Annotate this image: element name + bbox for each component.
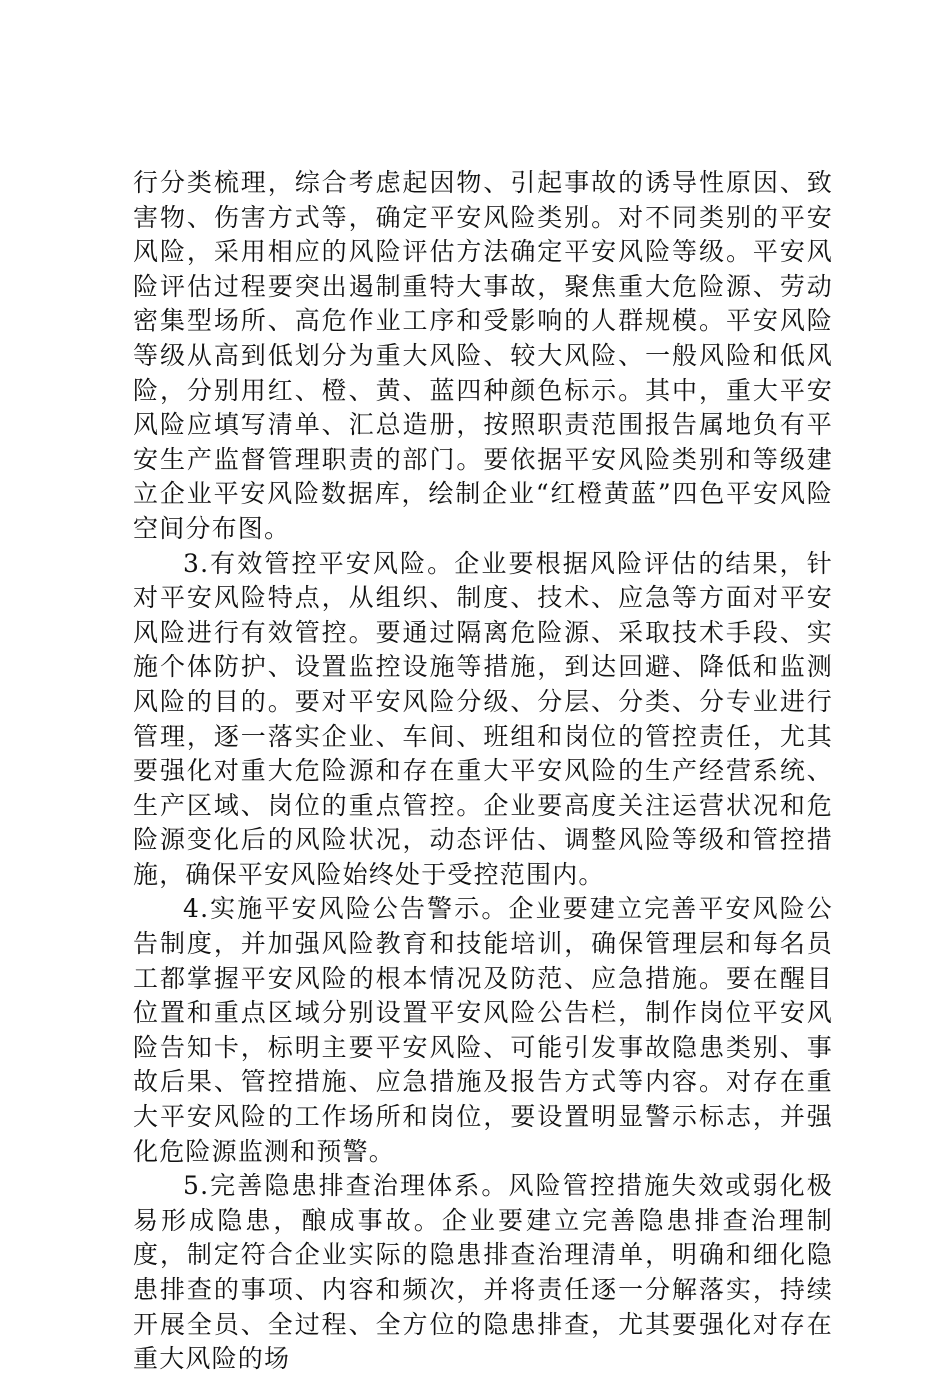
document-body	[133, 166, 833, 1377]
paragraph-5-hazard-investigation: 5.完善隐患排查治理体系。风险管控措施失效或弱化极易形成隐患，酿成事故。企业要建立完善隐患排查治理制度，制定符合企业实际的隐患排查治理清单，明确和细化隐患排查的事项、内容和频次，并将责任逐一分解落实，持续开展全员、全过程、全方位的隐患排查，尤其要强化对存在重大风险的场	[133, 1171, 833, 1374]
paragraph-4-risk-warning: 4.实施平安风险公告警示。企业要建立完善平安风险公告制度，并加强风险教育和技能培训，确保管理层和每名员工都掌握平安风险的根本情况及防范、应急措施。要在醒目位置和重点区域分别设置平安风险公告栏，制作岗位平安风险告知卡，标明主要平安风险、可能引发事故隐患类别、事故后果、管控措施、应急措施及报告方式等内容。对存在重大平安风险的工作场所和岗位，要设置明显警示标志，并强化危险源监测和预警。	[133, 894, 833, 1166]
paragraph-risk-classification: 行分类梳理，综合考虑起因物、引起事故的诱导性原因、致害物、伤害方式等，确定平安风险类别。对不同类别的平安风险，采用相应的风险评估方法确定平安风险等级。平安风险评估过程要突出遏制重特大事故，聚焦重大危险源、劳动密集型场所、高危作业工序和受影响的人群规模。平安风险等级从高到低划分为重大风险、较大风险、一般风险和低风险，分别用红、橙、黄、蓝四种颜色标示。其中，重大平安风险应填写清单、汇总造册，按照职责范围报告属地负有平安生产监督管理职责的部门。要依据平安风险类别和等级建立企业平安风险数据库，绘制企业“红橙黄蓝”四色平安风险空间分布图。	[133, 168, 833, 543]
paragraph-3-risk-control: 3.有效管控平安风险。企业要根据风险评估的结果，针对平安风险特点，从组织、制度、技术、应急等方面对平安风险进行有效管控。要通过隔离危险源、采取技术手段、实施个体防护、设置监控设施等措施，到达回避、降低和监测风险的目的。要对平安风险分级、分层、分类、分专业进行管理，逐一落实企业、车间、班组和岗位的管控责任，尤其要强化对重大危险源和存在重大平安风险的生产经营系统、生产区域、岗位的重点管控。企业要高度关注运营状况和危险源变化后的风险状况，动态评估、调整风险等级和管控措施，确保平安风险始终处于受控范围内。	[133, 548, 833, 889]
